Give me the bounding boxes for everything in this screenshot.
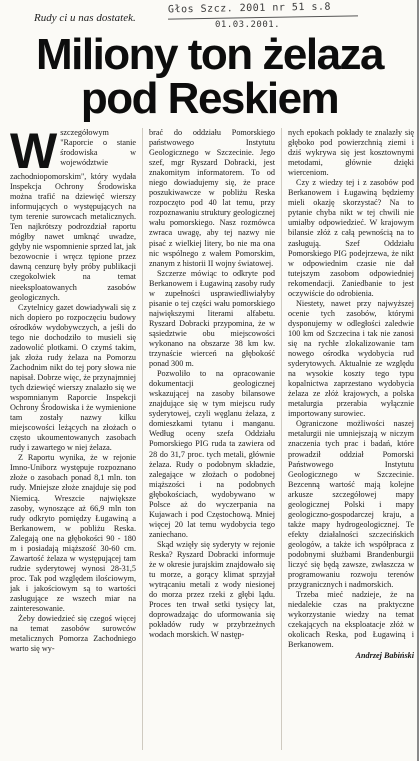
paragraph: Pozwoliło to na opracowanie dokumentacji geologicznej wskazującej na zasoby bilansowe znajdujące się w tym miejscu rudy syderytowej, czyli węglanu żelaza, z domieszkami tytanu i manganu. Według oceny szefa Oddziału Pomorskiego PIG ruda ta zawiera od 28 do 31,7 proc. tych metali, głównie żelaza. Rudy o podobnym składzie, zalegające w złożach o podobnej miąższości i na podobnych głębokościach, wydobywano w Polsce aż do wyczerpania na Kujawach i pod Częstochową. Mniej więcej 20 lat temu wydobycia tego zaniechano.	[149, 369, 275, 539]
paragraph: Czy z wiedzy tej i z zasobów pod Berkanowem i Ługawiną będziemy mieli okazję skorzystać? Na to pytanie chyba nikt w tej chwili nie umiałby odpowiedzieć. W krajowym bilansie złóż z całą pewnością na to zasługują. Szef Oddziału Pomorskiego PIG podejrzewa, że nikt w odpowiednim czasie nie dał tutejszym zasobom odpowiedniej rekomendacji. Zaniedbanie to jest oczywiście do odrobienia.	[288, 178, 414, 298]
column-divider	[281, 128, 282, 750]
article-column-2	[149, 128, 275, 750]
paragraph: Trzeba mieć nadzieje, że na niedalekie czas na praktyczne wykorzystanie wiedzy na temat czekających na eksploatacje złóż w okolicach Reska, pod Ługawiną i Berkanowem.	[288, 590, 414, 650]
headline-line-2: pod Reskiem	[80, 74, 339, 123]
handwritten-underline	[168, 15, 358, 19]
paragraph: brać do oddziału Pomorskiego państwowego Instytutu Geologicznego w Szczecinie. Jego szef, mgr Ryszard Dobracki, jest znakomitym informatorem. To od niego dowiadujemy się, że prace poszukiwawcze w pobliżu Reska rozpoczęto pod 40 lat temu, przy rozpoznawaniu struktury geologicznej wału pomorskiego. Nasz rozmówca zwraca uwagę, aby tej nazwy nie pisać z wielkiej litery, bo nie ma ona nic wspólnego z wałem Pomorskim, znanym z historii II wojny światowej.	[149, 128, 275, 268]
author-signature: Andrzej Babiński	[355, 651, 414, 661]
article-column-1	[10, 128, 136, 750]
paragraph: Skąd wzięły się syderyty w rejonie Reska? Ryszard Dobracki informuje że w okresie jurajskim znajdowało się tu morze, a gorący klimat sprzyjał wytrącaniu metali z wody niesionej do morza przez rzeki z głębi lądu. Proces ten trwał setki tysięcy lat, doprowadzając do uformowania się pokładów rudy w przybrzeżnych wodach morskich. W następ-	[149, 539, 275, 640]
kicker: Rudy ci u nas dostatek.	[34, 12, 136, 24]
paragraph: Szczerze mówiąc to odkryte pod Berkanowem i Ługawiną zasoby rudy w zupełności usprawiedliwiałyby pisanie o tej części wału pomorskiego największymi literami alfabetu. Ryszard Dobracki przypomina, że w sąsiedztwie obu miejscowości wykonano na obszarze 38 km kw. trzynaście wierceń na głębokość ponad 300 m.	[149, 268, 275, 369]
article-column-3	[288, 128, 414, 750]
paragraph: nych epokach pokłady te znalazły się głęboko pod powierzchnią ziemi i dziś wykrywa się jest kosztownymi metodami, głównie dzięki wierceniom.	[288, 128, 414, 178]
handwritten-date-note: 01.03.2001.	[215, 20, 281, 30]
column-divider	[142, 128, 143, 750]
paragraph: Niestety, nawet przy najwyższej ocenie tych zasobów, którymi dysponujemy w odległości zaledwie 100 km od Szczecina i tak nie zanosi się na rychłe zlokalizowanie tam nowego ośrodka wydobycia rud syderytowych. Aktualnie ze względu na wysokie koszty tego typu kopalnictwa zaprzestano wydobycia żelaza ze złóż krajowych, a polska metalurgia przerabia wyłącznie importowany surowiec.	[288, 298, 414, 419]
paragraph: Czytelnicy gazet dowiadywali się z nich dopiero po rozpoczęciu budowy ośrodków wydobywczych, a jeśli do tego nie dochodziło to musieli się zadowolić plotkami. O czymś takim, jak złoża rudy żelaza na Pomorzu Zachodnim nikt do tej pory słowa nie napisał. Dobrze więc, że przynajmniej tych dziewięć wierszy znalazło się we wspomnianym Raporcie Inspekcji Ochrony Środowiska i że wymienione tam zostały nazwy kilku miejscowości leżących na złożach o często ukoumentowanych zasobach rudy i zawartego w niej żelaza.	[10, 302, 136, 453]
paragraph: Żeby dowiedzieć się czegoś więcej na temat zasobów surowców metalicznych Pomorza Zachodniego warto się wy-	[10, 614, 136, 654]
handwritten-source-note: Głos Szcz. 2001 nr 51 s.8	[167, 1, 332, 16]
paragraph: Ograniczone możliwości naszej metalurgii nie umniejszają w niczym znaczenia tych prac i badań, które prowadził oddział Pomorski Państwowego Instytutu Geologicznego w Szczecinie. Bezcenną wartość mają kolejne arkusze szczegółowej mapy geologicznej Polski i mapy geologiczno-gospodarczej kraju, a także mapy hydrogeologicznej. Te efekty działalności szczecińskich geologów, a także ich współpraca z podobnymi służbami Brandenburgii liczyć się będą zawsze, zwłaszcza w programowaniu rozwoju terenów przygranicznych i nadmorskich.	[288, 419, 414, 590]
paragraph: Z Raportu wynika, że w rejonie Imno-Uniborz występuje rozpoznano złoże o zasobach ponad 8,1 mln. ton rudy. Mniejsze złoże znajduje się pod Niemicą. Wreszcie największe zasoby, wynoszące aż 66,9 mln ton rudy odkryto pomiędzy Ługawiną a Berkanowem, w pobliżu Reska. Zalegają one na głębokości 90 - 180 m i posiadają miąższość 30-60 cm. Zawartość żelaza w występującej tam rudzie syderytowej wynosi 28-31,5 proc. Tak pod względem ilościowym, jak i jakościowym są to wartości zasługujące ze wszech miar na zainteresowanie.	[10, 453, 136, 614]
article-body	[10, 128, 414, 750]
drop-cap: W	[10, 128, 58, 179]
headline-line-1: Miliony ton żelaza	[35, 30, 384, 79]
paragraph: szczegółowym "Raporcie o stanie środowiska w województwie zachodniopomorskim", który wydała Inspekcja Ochrony Środowiska można trafić na dziewięć wierszy informujących o występujących na tym terenie surowcach metalicznych. Ten najkrótszy podrozdział raportu mógłby nawet umknąć uwadze, gdyby nie wspomnienie sprzed lat, jak bezowocnie i wręcz tępione przez dawną cenzurę były próby publikacji czegokolwiek na temat nieeksploatowanych zasobów geologicznych.	[10, 128, 136, 302]
